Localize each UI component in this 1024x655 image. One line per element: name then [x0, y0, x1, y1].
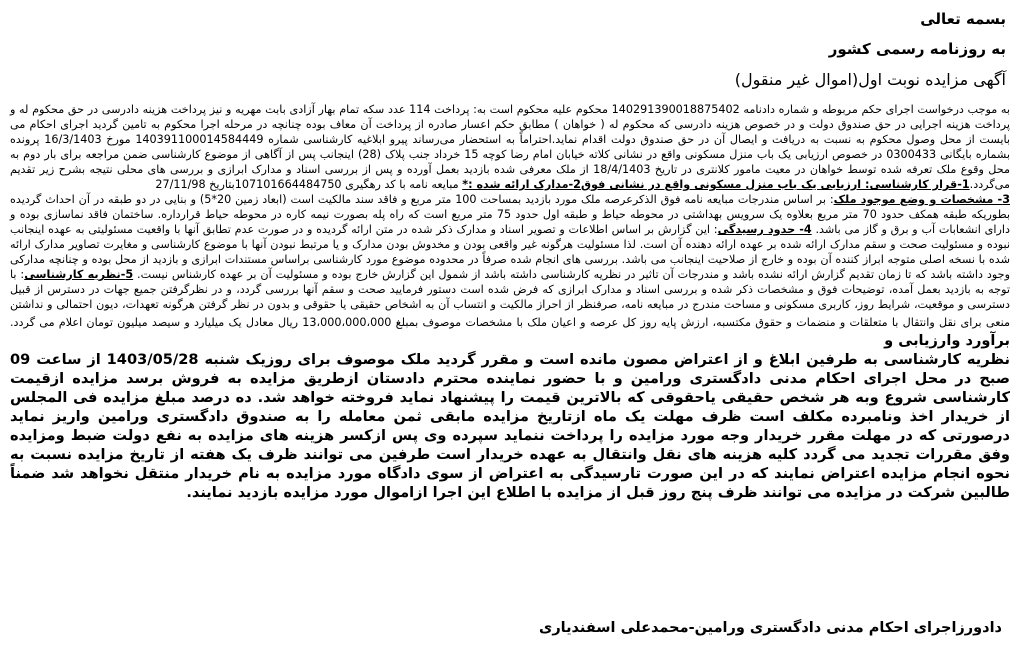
property-specs-text: : بر اساس مندرجات مبایعه نامه فوق الذکرعرصه ملک مورد بازدید بمساحت 100 متر مربع و فاقد سند مالکیت است (ابعاد زمین 20*5) و بنایی در دو طبقه در آن احداث گردیده بطوریکه طبقه همکف حدود 70 متر مربع بعلاوه یک سرویس بهداشتی در محوطه حیاط و طبقه اول حدود 75 متر مربع است که راه پله بصورت نیمه کاره در محوطه حیاط قرارداره. ساختمان فاقد نماسازی بوده و دارای انشعابات آب و برق و گاز می باشد.	[10, 193, 1011, 236]
signature-line: دادورزاجرای احکام مدنی دادگستری ورامین-محمدعلی اسفندیاری	[539, 620, 1002, 636]
appraisal-lead: برآورد وارزیابی و	[884, 332, 1010, 349]
heading-expert-opinion: 5-نظریه کارشناسی	[24, 268, 134, 281]
notice-body-small	[10, 102, 1010, 350]
auction-terms: نظریه کارشناسی به طرفین ابلاغ و از اعتراض مصون مانده است و مقرر گردید ملک موصوف برای روزیک شنبه 1403/05/28 از ساعت 09 صبح در محل اجرای احکام مدنی دادگستری ورامین و با حضور نماینده محترم دادستان ازطریق مزایده به فروش برسد مزایده ازقیمت کارشناسی شروع وبه هر شخص حقیقی یاحقوقی که بالاترین قیمت را پیشنهاد نماید فروخته خواهد شد. ده درصد مبلغ مزایده فی المجلس از خریدار اخذ ونامبرده مکلف است ظرف مهلت یک ماه ازتاریخ مزایده مابقی ثمن معامله را به صندوق دادگستری ورامین واریز نماید درصورتی که در مهلت مقرر خریدار وجه مورد مزایده را پرداخت ننماید سپرده وی پس ازکسر هزینه های مزایده به نفع دولت ضبط ومزایده وفق مقررات تجدید می گردد کلیه هزینه های نقل وانتقال به عهده خریدار است طرفین می توانند ظرف یک هفته از تاریخ مزایده نسبت به نحوه انجام مزایده اعتراض نمایند که در این صورت تارسیدگی به اعتراض از سوی دادگاه مورد مزایده به نام خریدار منتقل نخواهد شد ضمناً طالبین شرکت در مزایده می توانند ظرف پنج روز قبل از مزایده با اطلاع این اجرا ازاموال مورد مزایده بازدید نمایند.	[10, 351, 1010, 501]
heading-documents: 2-مدارک ارائه شده :*	[462, 178, 581, 191]
paragraph-request: به موجب درخواست اجرای حکم مربوطه و شماره دادنامه 140291390018875402 محکوم علیه محکوم است به: پرداخت 114 عدد سکه تمام بهار آزادی بابت مهریه و نیز پرداخت هزینه دادرسی در حق محکوم له و پرداخت هزینه اجرایی در حق صندوق دولت و در خصوص هزینه دادرسی که محکوم له ( خواهان ) مطابق حکم اعسار صادره از پرداخت آن معاف بوده چنانچه در مرحله اجرا محکوم به تامین گردید اجرای احکام می بایست از محل وصول محکوم به نسبت به دریافت و ایصال آن در حق صندوق دولت اقدام نماید.احتراماً به استحضار می‌رساند پیرو ابلاغیه کارشناسی شماره 140391100014584449 مورخ 16/3/1403 پرونده بشماره بایگانی 0300433 در خصوص ارزیابی یک باب منزل مسکونی واقع در نشانی کلاته خیابان امام رضا کوچه 15 خرداد جنب پلاک (28) اینجانب پس از آگاهی از موضوع کارشناسی ضمن مراجعه برای بار دوم به محل وقوع ملک تعرفه شده توسط خواهان در معیت مامور کلانتری در تاریخ 18/4/1403 از ملک معرفی شده بازدید بعمل آورده و پس از بررسی اسناد و مدارک ابرازی و بررسی های محلی نتیجه بشرح زیر تقدیم می‌گردد.	[10, 103, 1010, 191]
notice-title: آگهی مزایده نوبت اول(اموال غیر منقول)	[734, 70, 1006, 89]
documents-text: مبایعه نامه با کد رهگیری 107101664484750بتاریخ 27/11/98	[155, 178, 463, 191]
heading-expert-order: 1-قرار کارشناسی: ارزیابی یک باب منزل مسکونی واقع در نشانی فوق	[580, 178, 970, 191]
heading-scope: 4- حدود رسیدگی	[717, 223, 812, 236]
scope-text: : این گزارش بر اساس اطلاعات و تصویر اسناد و مدارک ذکر شده در متن ارائه گردیده و در صورت عدم تطابق آنها با واقعیت مسئولیتی به عهده اینجانب نبوده و مسئولیت صحت و سقم مدارک ارائه شده بر عهده ارائه دهنده آن است. لذا مسئولیت هرگونه غیر واقعی بودن و مخدوش بودن مدارک و یا مرتبط نبودن آنها با موضوع کارشناسی و مغایرت تصاویر مدارک ارائه شده با نسخه اصلی متوجه ابراز کننده آن بوده و خارج از صلاحیت اینجانب می باشد. بررسی های انجام شده صرفاً در محدوده موضوع مورد کارشناسی براساس مستندات ابرازی و بازدید از محل بوده و چنانچه مدارکی وجود داشته باشد که تا زمان تقدیم گزارش ارائه نشده باشد و مندرجات آن تاثیر در نظریه کارشناسی داشته باشد از شمول این گزارش خارج بوده و مسئولیت آن بر عهده کارشناس نیست.	[10, 223, 1010, 281]
newspaper-line: به روزنامه رسمی کشور	[828, 40, 1006, 58]
document-title: بسمه تعالی	[920, 10, 1006, 28]
heading-property-specs: 3- مشخصات و وضع موجود ملک	[833, 193, 1010, 206]
expert-opinion-text: : با توجه به بازدید بعمل آمده، توضیحات فوق و مشخصات ذکر شده و بررسی اسناد و مدارک ابرازی که فرض شده است دستور فرمایید صحت و سقم آنها بررسی گردد، و در نظرگرفتن جمیع جهات در دسترس از قبیل دسترسی و موقعیت، شرایط روز، کاربری مسکونی و مساحت مندرج در مبایعه نامه، صرفنظر از احراز مالکیت و انتساب آن به اشخاص حقیقی یا حقوقی و بدون در نظر گرفتن هرگونه تعهدات، دیون احتمالی و نداشتن منعی برای نقل وانتقال با متعلقات و منضمات و حقوق مکتسبه، ارزش پایه روز کل عرصه و اعیان ملک با مشخصات موصوف بمبلغ 13،000،000،000 ریال معادل یک میلیارد و سیصد میلیون تومان اعلام می گردد.	[10, 268, 1010, 329]
